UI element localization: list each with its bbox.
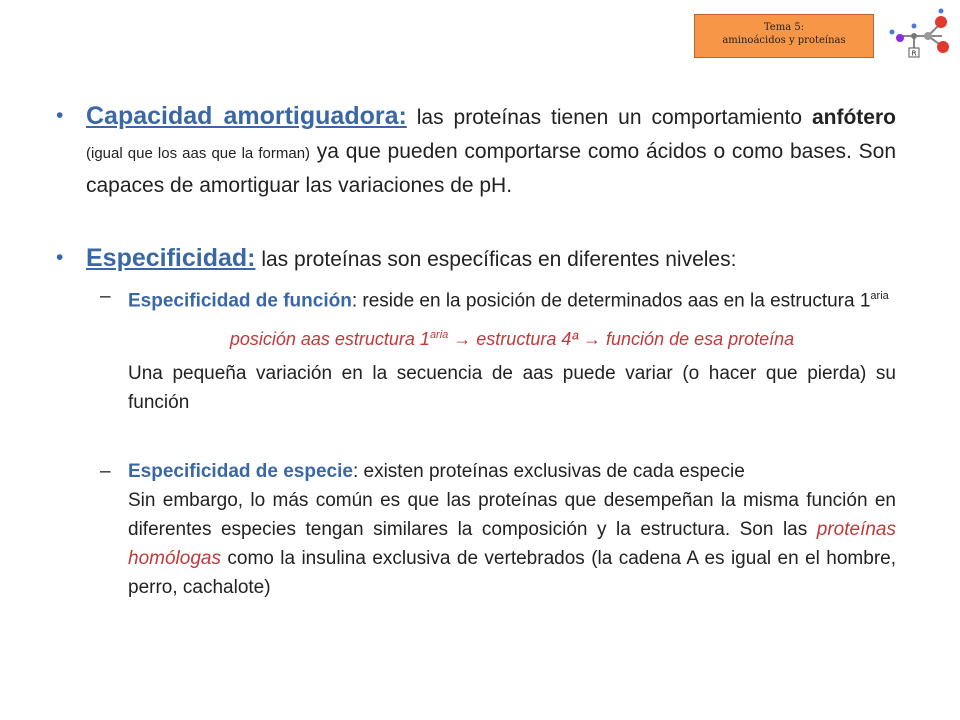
bullet-icon: • xyxy=(56,104,64,127)
bullet-icon: • xyxy=(56,246,64,269)
dash-marker: – xyxy=(100,461,111,483)
sub-function-specificity: – Especificidad de función: reside en la posición de determinados aas en la estructura $1^{aria}$ xyxy=(56,282,896,315)
slide-content xyxy=(56,100,896,602)
term-function-specificity: Especificidad de función xyxy=(128,290,352,312)
hydrogen-atom xyxy=(912,24,917,29)
amino-acid-molecule-icon xyxy=(884,6,954,58)
homologous-proteins-term: proteínas homólogas xyxy=(128,519,896,570)
nitrogen-atom xyxy=(896,34,904,42)
topic-label xyxy=(694,14,874,58)
r-group-label: R xyxy=(911,49,917,58)
oxygen-atom xyxy=(937,41,949,53)
carbon-atom xyxy=(924,32,932,40)
arrow-icon: → xyxy=(578,329,607,350)
topic-title: aminoácidos y proteínas xyxy=(722,35,846,46)
arrow-icon: → xyxy=(448,329,477,350)
variation-paragraph: Una pequeña variación en la secuencia de aas puede variar (o hacer que pierda) su función xyxy=(128,363,896,414)
bullet-buffer-capacity: • Capacidad amortiguadora: las proteínas tienen un comportamiento anfótero (igual que los aas que la forman) ya que pueden comportarse como ácidos o como bases. Son capaces de amortiguar las variaciones de pH. xyxy=(56,102,897,197)
hydrogen-atom xyxy=(890,30,895,35)
topic-number: Tema 5: xyxy=(763,22,805,33)
heading-specificity: Especificidad: xyxy=(86,244,256,272)
sub-species-specificity: – Especificidad de especie: existen proteínas exclusivas de cada especie Sin embargo, lo más común es que las proteínas que desempeñan la misma función en diferentes especies tengan similares la composición y la estructura. Son las proteínas homólogas como la insulina exclusiva de vertebrados (la cadena A es igual en el hombre, perro, cachalote) xyxy=(56,457,896,602)
hydrogen-atom xyxy=(939,9,944,14)
bullet-specificity: • Especificidad: las proteínas son específicas en diferentes niveles: xyxy=(56,244,737,272)
oxygen-atom xyxy=(935,16,947,28)
dash-marker: – xyxy=(100,286,111,307)
formula-line: posición aas estructura $1^{aria}$ → estructura 4ª → función de esa proteína xyxy=(229,329,795,350)
heading-buffer-capacity: Capacidad amortiguadora: xyxy=(86,102,407,130)
carbon-atom xyxy=(911,33,917,39)
term-species-specificity: Especificidad de especie xyxy=(128,461,353,483)
